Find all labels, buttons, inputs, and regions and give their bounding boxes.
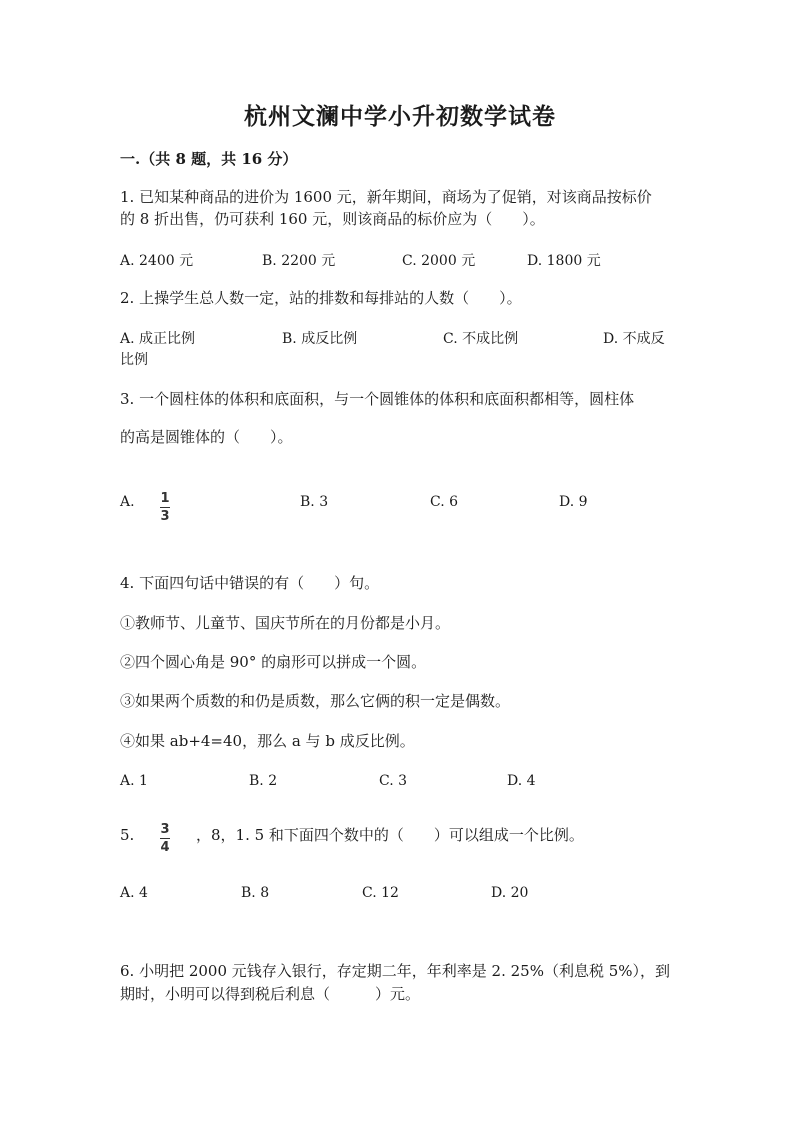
question-3-option-c: C. 6 [430, 494, 459, 510]
question-5-option-b: B. 8 [241, 885, 270, 901]
question-5-label: 5. [120, 826, 135, 844]
section-heading: 一.（共 8 题，共 16 分） [120, 150, 298, 168]
question-2-option-d: D. 不成反 [603, 331, 665, 347]
question-5-option-a: A. 4 [120, 885, 148, 901]
question-4-option-b: B. 2 [249, 773, 278, 789]
question-1-option-d: D. 1800 元 [527, 253, 601, 269]
question-4-statement-4: ④如果 ab+4=40，那么 a 与 b 成反比例。 [120, 732, 415, 750]
question-2-option-b: B. 成反比例 [282, 331, 358, 347]
fraction-denominator: 4 [160, 840, 170, 855]
page-title: 杭州文澜中学小升初数学试卷 [244, 103, 556, 130]
question-4-statement-3: ③如果两个质数的和仍是质数，那么它俩的积一定是偶数。 [120, 692, 511, 710]
question-1-line-2: 的 8 折出售，仍可获利 160 元，则该商品的标价应为（ ）。 [120, 210, 545, 228]
fraction-denominator: 3 [160, 509, 170, 524]
question-4-statement-2: ②四个圆心角是 90° 的扇形可以拼成一个圆。 [120, 653, 427, 671]
question-5-text: ，8，1. 5 和下面四个数中的（ ）可以组成一个比例。 [196, 826, 584, 844]
question-3-line-2: 的高是圆锥体的（ ）。 [120, 428, 293, 446]
question-5-option-d: D. 20 [491, 885, 529, 901]
question-4-option-a: A. 1 [120, 773, 148, 789]
question-2-option-d-wrap: 比例 [120, 352, 148, 368]
question-1-option-a: A. 2400 元 [120, 253, 194, 269]
question-1-line-1: 1. 已知某种商品的进价为 1600 元，新年期间，商场为了促销，对该商品按标价 [120, 188, 652, 206]
question-2-option-c: C. 不成比例 [443, 331, 519, 347]
question-2-option-a: A. 成正比例 [120, 331, 196, 347]
question-4-option-c: C. 3 [379, 773, 408, 789]
fraction-numerator: 3 [160, 822, 170, 837]
question-1-option-c: C. 2000 元 [402, 253, 476, 269]
question-4-option-d: D. 4 [507, 773, 536, 789]
question-3-option-d: D. 9 [559, 494, 588, 510]
question-4-line-1: 4. 下面四句话中错误的有（ ）句。 [120, 574, 380, 592]
question-3-option-a-label: A. [120, 494, 135, 510]
question-5-option-c: C. 12 [362, 885, 399, 901]
question-6-line-1: 6. 小明把 2000 元钱存入银行，存定期二年，年利率是 2. 25%（利息税 5%），到 [120, 962, 671, 980]
question-5-fraction [160, 818, 170, 855]
question-3-option-a-fraction [160, 487, 170, 524]
question-1-option-b: B. 2200 元 [262, 253, 336, 269]
fraction-numerator: 1 [160, 491, 170, 506]
question-4-statement-1: ①教师节、儿童节、国庆节所在的月份都是小月。 [120, 614, 451, 632]
question-3-option-b: B. 3 [300, 494, 329, 510]
question-2-line-1: 2. 上操学生总人数一定，站的排数和每排站的人数（ ）。 [120, 289, 522, 307]
question-6-line-2: 期时，小明可以得到税后利息（ ）元。 [120, 985, 421, 1003]
question-3-line-1: 3. 一个圆柱体的体积和底面积，与一个圆锥体的体积和底面积都相等，圆柱体 [120, 390, 635, 408]
